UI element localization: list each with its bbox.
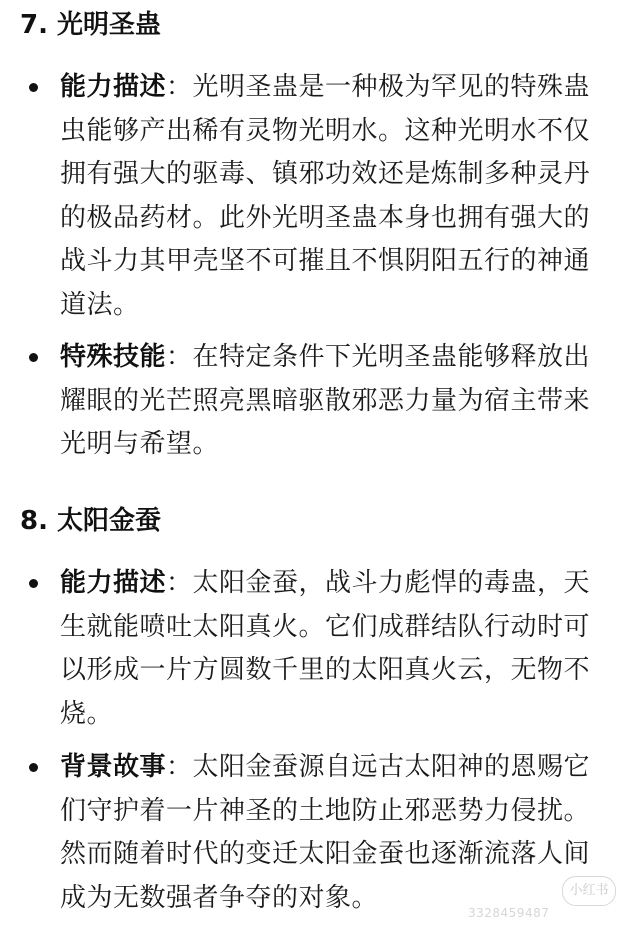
bullet-body: 太阳金蚕，战斗力彪悍的毒蛊，天生就能喷吐太阳真火。它们成群结队行动时可以形成一片方圆数千里的太阳真火云，无物不烧。 [60, 568, 591, 729]
bullet-dot [29, 83, 38, 92]
bullet-separator: ： [166, 72, 193, 102]
bullet-body: 光明圣蛊是一种极为罕见的特殊蛊虫能够产出稀有灵物光明水。这种光明水不仅拥有强大的驱毒、镇邪功效还是炼制多种灵丹的极品药材。此外光明圣蛊本身也拥有强大的战斗力其甲壳坚不可摧且不惧阴阳五行的神通道法。 [60, 72, 591, 320]
bullet-body: 太阳金蚕源自远古太阳神的恩赐它们守护着一片神圣的土地防止邪恶势力侵扰。然而随着时代的变迁太阳金蚕也逐渐流落人间成为无数强者争夺的对象。 [60, 752, 591, 913]
bullet-dot [29, 579, 38, 588]
section-heading-7: 7. 光明圣蛊 [20, 10, 162, 40]
bullet-item-ability-7 [24, 66, 604, 327]
bullet-label: 特殊技能 [60, 342, 167, 372]
bullet-separator: ： [166, 342, 193, 372]
bullet-dot [29, 353, 38, 362]
bullet-body: 在特定条件下光明圣蛊能够释放出耀眼的光芒照亮黑暗驱散邪恶力量为宿主带来光明与希望。 [60, 342, 591, 459]
bullet-label: 背景故事 [60, 752, 167, 782]
bullet-text [60, 66, 604, 327]
bullet-text [60, 336, 604, 467]
bullet-item-ability-8 [24, 562, 604, 736]
bullet-label: 能力描述 [60, 568, 167, 598]
bullet-dot [29, 763, 38, 772]
bullet-item-background-8 [24, 746, 604, 920]
bullet-separator: ： [166, 752, 193, 782]
section-heading-8: 8. 太阳金蚕 [20, 506, 162, 536]
bullet-text [60, 746, 604, 920]
watermark-logo: 小红书 [562, 876, 616, 906]
bullet-separator: ： [166, 568, 193, 598]
watermark-id: 3328459487 [468, 906, 550, 920]
bullet-item-skill-7 [24, 336, 604, 467]
bullet-label: 能力描述 [60, 72, 167, 102]
bullet-text [60, 562, 604, 736]
